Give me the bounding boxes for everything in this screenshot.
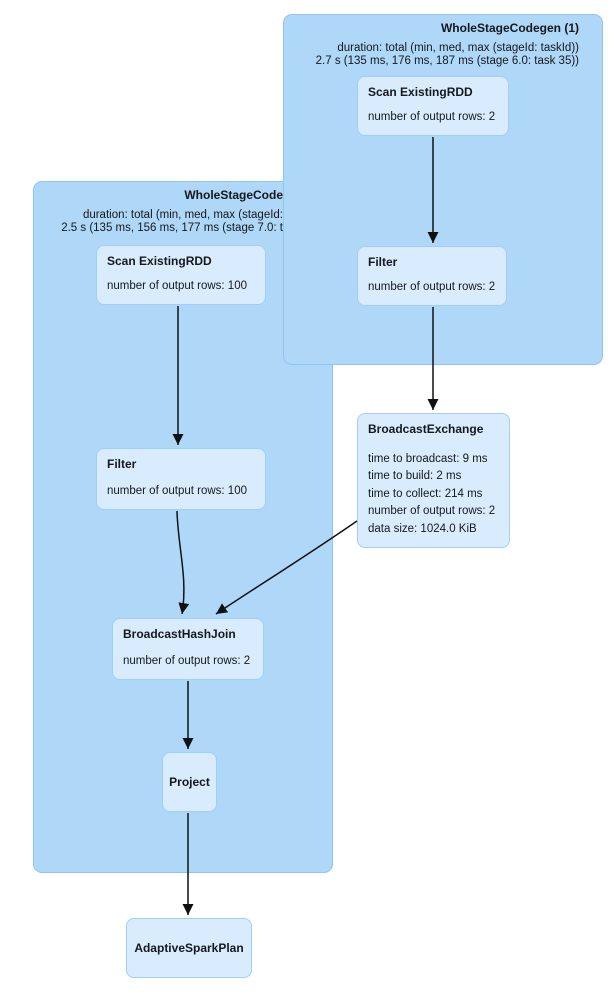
cluster-header <box>284 21 579 68</box>
node-title: Filter <box>107 457 137 471</box>
cluster-wholestagecodegen-1 <box>283 14 603 365</box>
node-filter-2[interactable] <box>96 448 266 510</box>
node-metric: time to collect: 214 ms <box>368 487 483 500</box>
node-title: BroadcastExchange <box>368 422 484 436</box>
node-title: Scan ExistingRDD <box>107 254 212 268</box>
cluster-title: WholeStageCode <box>184 188 283 202</box>
node-metric: number of output rows: 2 <box>368 280 496 293</box>
cluster-header <box>44 188 283 235</box>
node-metric: time to build: 2 ms <box>368 470 462 482</box>
node-metric: number of output rows: 2 <box>368 505 496 517</box>
node-title: Project <box>169 774 210 789</box>
node-scan-existingrdd-1[interactable] <box>357 76 509 136</box>
node-title: BroadcastHashJoin <box>123 627 236 641</box>
cluster-title: WholeStageCodegen (1) <box>440 21 579 35</box>
node-scan-existingrdd-2[interactable] <box>96 245 266 305</box>
node-project[interactable] <box>162 752 217 812</box>
node-adaptive-spark-plan[interactable] <box>126 918 252 978</box>
node-broadcast-hash-join[interactable] <box>112 618 264 680</box>
node-metric: number of output rows: 100 <box>107 484 247 497</box>
node-metric: number of output rows: 2 <box>123 654 251 667</box>
node-broadcast-exchange[interactable] <box>357 413 510 548</box>
cluster-duration-label: duration: total (min, med, max (stageId: <box>82 209 283 221</box>
node-filter-1[interactable] <box>357 246 507 306</box>
node-metric: number of output rows: 2 <box>368 110 496 123</box>
node-title: Scan ExistingRDD <box>368 85 473 99</box>
cluster-duration-value: 2.5 s (135 ms, 156 ms, 177 ms (stage 7.0: t <box>61 222 283 234</box>
cluster-duration-value: 2.7 s (135 ms, 176 ms, 187 ms (stage 6.0: task 35)) <box>315 55 579 67</box>
node-metric: number of output rows: 100 <box>107 279 247 292</box>
cluster-duration-label: duration: total (min, med, max (stageId: taskId)) <box>337 42 579 54</box>
node-metric: time to broadcast: 9 ms <box>368 452 488 465</box>
node-title: AdaptiveSparkPlan <box>134 940 244 955</box>
node-metrics <box>368 451 499 539</box>
node-title: Filter <box>368 255 398 269</box>
node-metric: data size: 1024.0 KiB <box>368 522 477 535</box>
